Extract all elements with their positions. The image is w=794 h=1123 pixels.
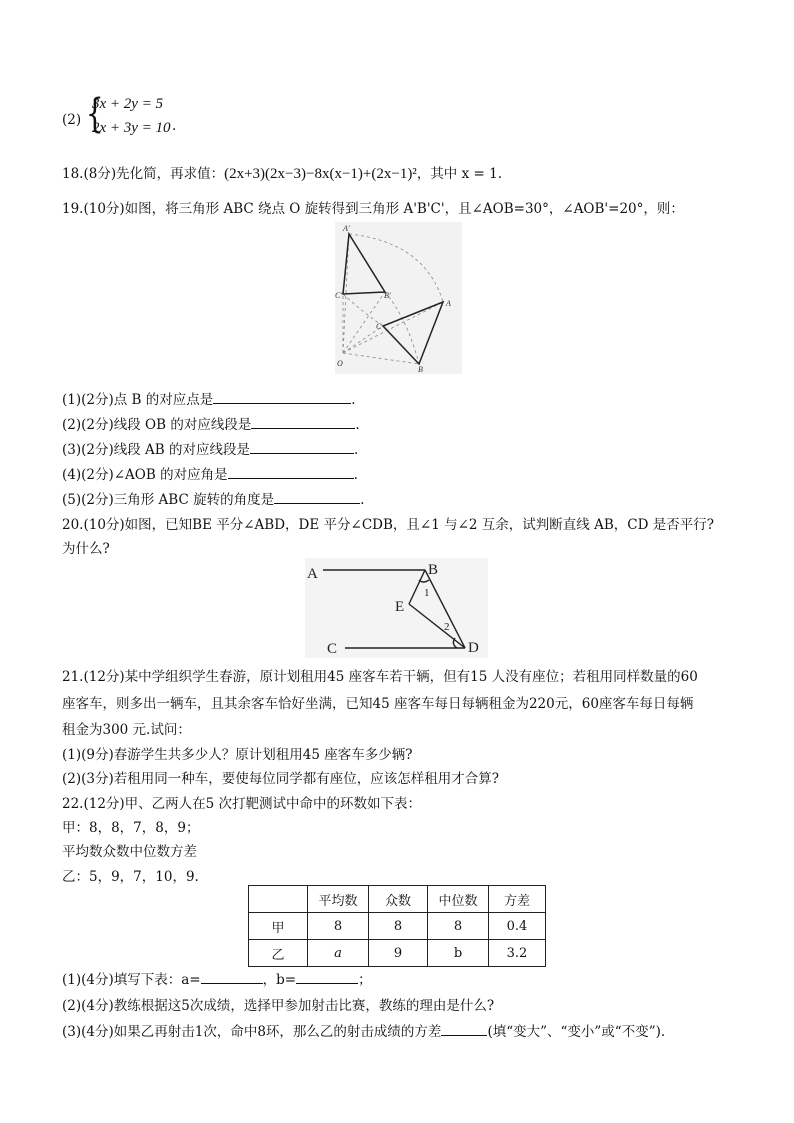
- q18-tail: ，其中 x = 1.: [416, 166, 502, 182]
- label-2: 2: [444, 621, 450, 633]
- table-cell: 8: [428, 913, 489, 940]
- label-c: C: [376, 322, 382, 331]
- q19-sub1-text: (1)(2分)点 B 的对应点是: [62, 392, 214, 408]
- q19-sub4-blank[interactable]: [228, 464, 354, 479]
- table-cell: 9: [369, 940, 428, 967]
- label-c2: C': [335, 291, 343, 300]
- q19-sub3-blank[interactable]: [250, 439, 354, 454]
- label-b: B: [428, 562, 439, 578]
- label-b: B: [418, 365, 423, 374]
- q19-sub5: (5)(2分)三角形 ABC 旋转的角度是 .: [62, 488, 364, 508]
- q22-score-table: [248, 885, 546, 967]
- q20-line2: 为什么?: [62, 541, 110, 557]
- q22-blank-a[interactable]: [201, 969, 263, 984]
- table-row: [249, 940, 546, 967]
- q22-sub1-a: (1)(4分)填写下表：a=: [62, 972, 201, 988]
- line-ob: [343, 353, 419, 364]
- table-cell: 0.4: [489, 913, 546, 940]
- table-header-cell: 平均数: [308, 886, 369, 913]
- q22-sub1-b: ，b=: [262, 972, 297, 988]
- label-o: O: [337, 359, 343, 368]
- q19-sub1: (1)(2分)点 B 的对应点是 .: [62, 388, 356, 408]
- label-b2: B': [384, 291, 391, 300]
- q21-line3: 租金为300 元.试问：: [62, 722, 191, 738]
- q17-eq2: 2x + 3y = 10: [92, 120, 171, 136]
- triangle-abc: [383, 302, 443, 364]
- label-a: A: [446, 299, 451, 308]
- q21-sub1: (1)(9分)春游学生共多少人？原计划租用45 座客车多少辆?: [62, 747, 413, 763]
- table-cell: 8: [308, 913, 369, 940]
- table-cell: 乙: [249, 940, 308, 967]
- q22-stray-headers: 平均数众数中位数方差: [62, 844, 197, 860]
- q19-question: 19.(10分)如图，将三角形 ABC 绕点 O 旋转得到三角形 A'B'C'，且∠AOB=30°，∠AOB'=20°，则：: [62, 201, 684, 217]
- label-c: C: [327, 641, 338, 657]
- q22-yi: 乙：5，9，7，10，9.: [62, 869, 199, 885]
- q19-sub3: (3)(2分)线段 AB 的对应线段是 .: [62, 438, 358, 458]
- label-a2: A': [343, 224, 350, 233]
- q22-sub1-c: ；: [358, 972, 372, 988]
- label-e: E: [395, 599, 405, 615]
- q22-sub1: [62, 968, 372, 988]
- q19-figure: [335, 222, 462, 374]
- triangle-a2b2c2: [343, 234, 385, 294]
- q18-line: [62, 162, 502, 183]
- q18-text: 18.(8分)先化简，再求值：: [62, 166, 225, 182]
- q17-label: (2): [62, 112, 82, 128]
- q20-parallel-diagram: [305, 558, 488, 658]
- label-a: A: [307, 566, 318, 582]
- q22-sub3-a: (3)(4分)如果乙再射击1次，命中8环，那么乙的射击成绩的方差: [62, 1024, 442, 1040]
- q20-figure: [305, 558, 488, 658]
- q19-sub1-blank[interactable]: [213, 389, 351, 404]
- line-bd: [425, 570, 465, 648]
- q22-sub2: (2)(4分)教练根据这5次成绩，选择甲参加射击比赛，教练的理由是什么?: [62, 998, 495, 1014]
- table-header-cell: [249, 886, 308, 913]
- table-header-cell: 方差: [489, 886, 546, 913]
- q19-sub3-text: (3)(2分)线段 AB 的对应线段是: [62, 442, 250, 458]
- table-cell: 甲: [249, 913, 308, 940]
- table-cell: 3.2: [489, 940, 546, 967]
- q17-eq1: 3x + 2y = 5: [92, 96, 164, 112]
- table-header-cell: 中位数: [428, 886, 489, 913]
- q19-sub4-text: (4)(2分)∠AOB 的对应角是: [62, 467, 228, 483]
- line-ed: [409, 604, 465, 648]
- q19-sub4: (4)(2分)∠AOB 的对应角是 .: [62, 463, 358, 483]
- q21-sub2: (2)(3分)若租用同一种车，要使每位同学都有座位，应该怎样租用才合算?: [62, 771, 499, 787]
- q22-jia: 甲：8，8，7，8，9；: [62, 820, 200, 836]
- q19-rotation-diagram: [335, 222, 462, 374]
- q19-sub5-blank[interactable]: [274, 489, 360, 504]
- label-1: 1: [424, 587, 430, 599]
- q22-blank-b[interactable]: [296, 969, 358, 984]
- line-oa: [343, 302, 443, 353]
- arc-a: [349, 234, 443, 302]
- table-row: [249, 913, 546, 940]
- label-d: D: [468, 640, 479, 656]
- q17-brace: {: [85, 91, 104, 137]
- table-cell: 8: [369, 913, 428, 940]
- q17-tail: .: [172, 118, 177, 134]
- q19-sub2-blank[interactable]: [251, 414, 355, 429]
- line-be: [409, 570, 425, 604]
- q19-sub5-text: (5)(2分)三角形 ABC 旋转的角度是: [62, 492, 275, 508]
- table-header-cell: 众数: [369, 886, 428, 913]
- q18-expr: (2x+3)(2x−3)−8x(x−1)+(2x−1)²: [224, 166, 417, 182]
- q19-sub2: (2)(2分)线段 OB 的对应线段是 .: [62, 413, 360, 433]
- q22-blank-variance[interactable]: [441, 1021, 487, 1036]
- table-cell: b: [428, 940, 489, 967]
- q20-line1: 20.(10分)如图，已知BE 平分∠ABD，DE 平分∠CDB，且∠1 与∠2 互余，试判断直线 AB，CD 是否平行?: [62, 517, 714, 533]
- q22-sub3: [62, 1020, 665, 1040]
- q22-line1: 22.(12分)甲、乙两人在5 次打靶测试中命中的环数如下表：: [62, 796, 422, 812]
- q19-sub2-text: (2)(2分)线段 OB 的对应线段是: [62, 417, 252, 433]
- q21-line2: 座客车，则多出一辆车，且其余客车恰好坐满，已知45 座客车每日每辆租金为220元，60座客车每日每辆: [62, 696, 694, 712]
- q21-line1: 21.(12分)某中学组织学生春游，原计划租用45 座客车若干辆，但有15 人没有座位；若租用同样数量的60: [62, 669, 698, 685]
- q22-sub3-b: (填“变大”、“变小”或“不变”).: [487, 1024, 666, 1040]
- arc-b: [385, 292, 419, 364]
- table-cell: a: [308, 940, 369, 967]
- table-header-row: [249, 886, 546, 913]
